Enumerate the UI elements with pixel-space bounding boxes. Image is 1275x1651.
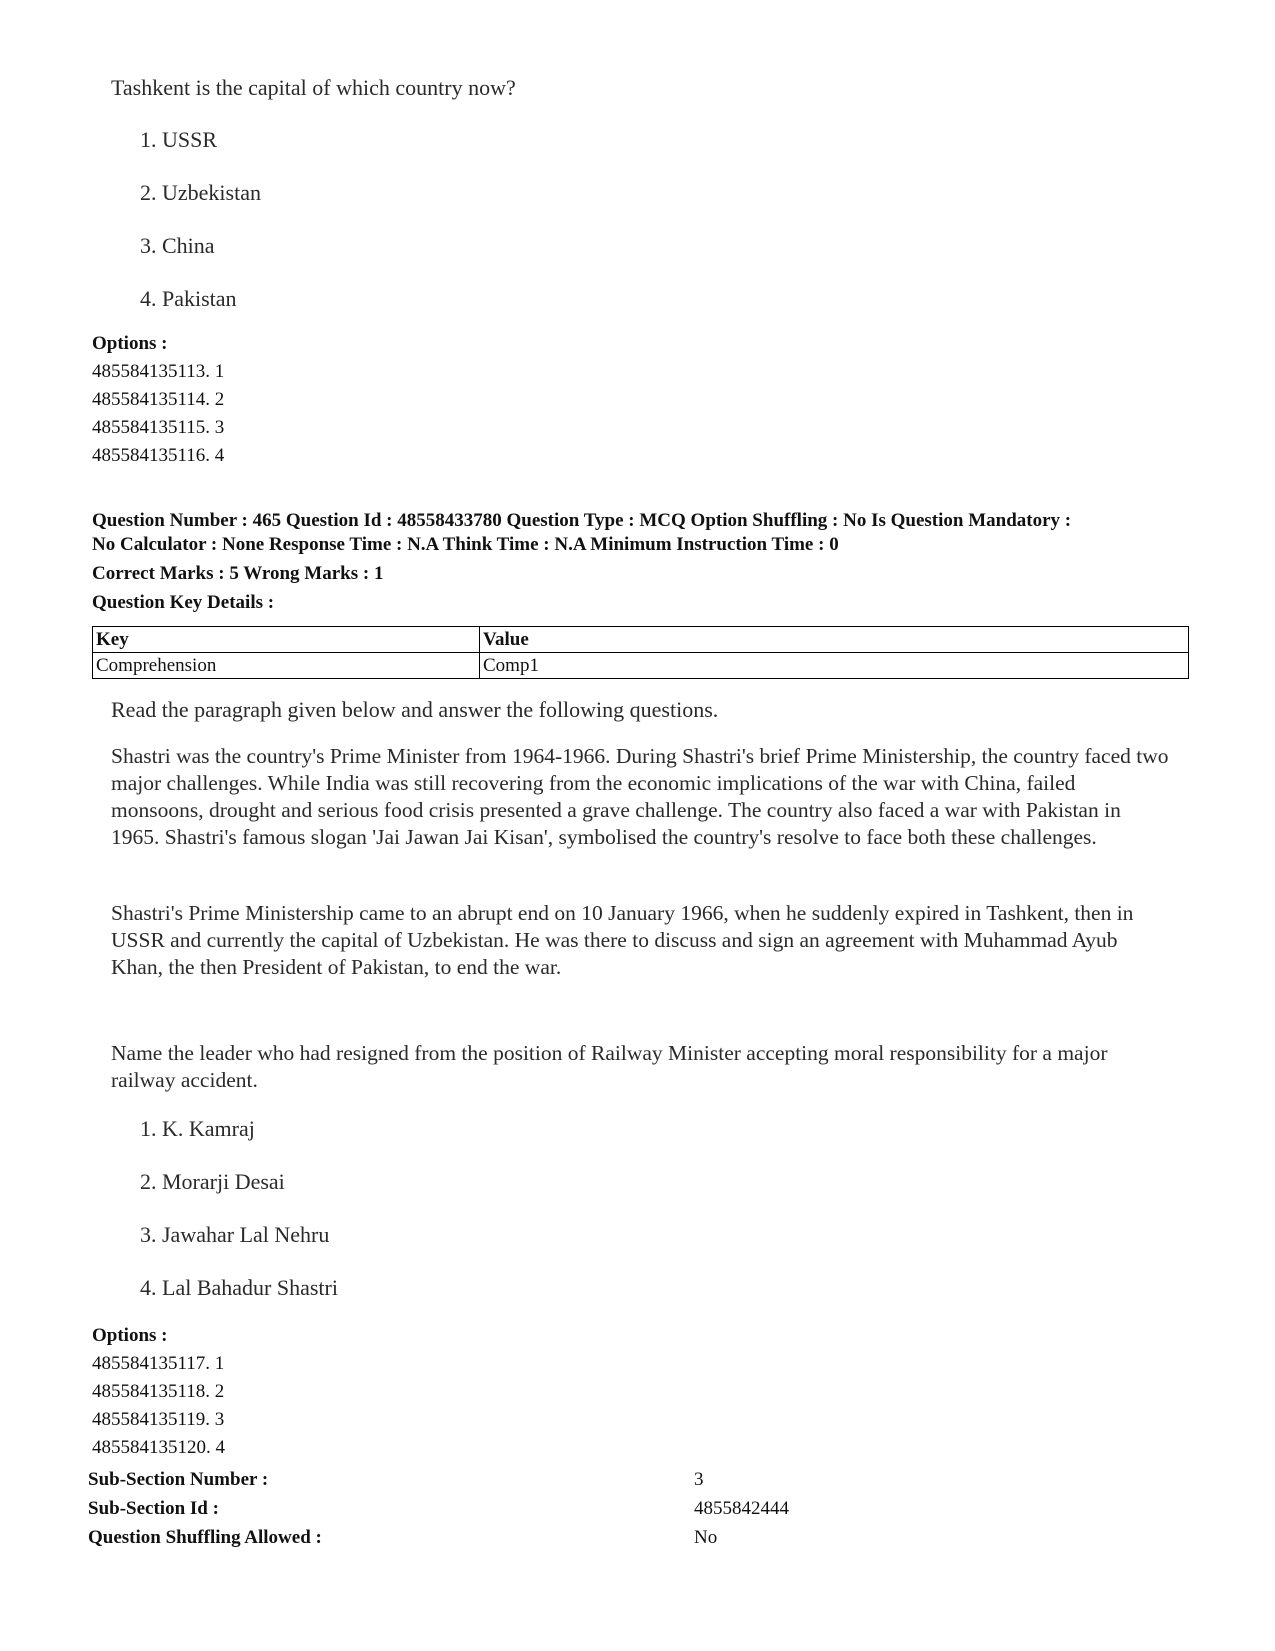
options-label: Options :: [92, 1325, 168, 1346]
subsection-number-value: 3: [694, 1469, 704, 1490]
value-cell: Comp1: [480, 653, 1189, 679]
subsection-number-label: Sub-Section Number :: [88, 1469, 269, 1490]
option-id: 485584135120. 4: [92, 1437, 225, 1458]
key-cell: Comprehension: [93, 653, 480, 679]
question-shuffling-label: Question Shuffling Allowed :: [88, 1527, 322, 1548]
key-details-table: [92, 626, 1189, 679]
option-id: 485584135118. 2: [92, 1381, 225, 1402]
table-header-row: [93, 627, 1189, 653]
answer-choice: 1. USSR: [140, 127, 218, 152]
subsection-id-label: Sub-Section Id :: [88, 1498, 219, 1519]
value-header: Value: [480, 627, 1189, 653]
passage-paragraph-2: Shastri's Prime Ministership came to an abrupt end on 10 January 1966, when he suddenly expired in Tashkent, then in USSR and currently the capital of Uzbekistan. He was there to discuss and sign an agreement with Muhammad Ayub Khan, the then President of Pakistan, to end the war.: [111, 901, 1134, 979]
key-details-label: Question Key Details :: [92, 592, 275, 613]
marks-line: Correct Marks : 5 Wrong Marks : 1: [92, 563, 384, 584]
key-header: Key: [93, 627, 480, 653]
answer-choice: 2. Morarji Desai: [140, 1169, 285, 1194]
option-id: 485584135113. 1: [92, 361, 225, 382]
question-text: Tashkent is the capital of which country now?: [111, 75, 516, 100]
option-id: 485584135115. 3: [92, 417, 225, 438]
question-shuffling-value: No: [694, 1527, 718, 1548]
question-text: Name the leader who had resigned from the position of Railway Minister accepting moral responsibility for a major railway accident.: [111, 1041, 1108, 1092]
option-id: 485584135114. 2: [92, 389, 225, 410]
subsection-id-value: 4855842444: [694, 1498, 789, 1519]
answer-choice: 1. K. Kamraj: [140, 1116, 255, 1141]
question-meta-line1: Question Number : 465 Question Id : 48558433780 Question Type : MCQ Option Shuffling : No Is Question Mandatory :: [92, 510, 1072, 531]
table-row: [93, 653, 1189, 679]
answer-choice: 2. Uzbekistan: [140, 180, 261, 205]
passage-intro: Read the paragraph given below and answer the following questions.: [111, 697, 719, 722]
options-label: Options :: [92, 333, 168, 354]
answer-choice: 3. China: [140, 233, 215, 258]
option-id: 485584135116. 4: [92, 445, 225, 466]
answer-choice: 4. Pakistan: [140, 286, 237, 311]
option-id: 485584135119. 3: [92, 1409, 225, 1430]
passage-paragraph-1: Shastri was the country's Prime Minister from 1964-1966. During Shastri's brief Prime Ministership, the country faced two major challenges. While India was still recovering from the economic implications of the war with China, failed monsoons, drought and serious food crisis presented a grave challenge. The country also faced a war with Pakistan in 1965. Shastri's famous slogan 'Jai Jawan Jai Kisan', symbolised the country's resolve to face both these challenges.: [111, 744, 1169, 849]
answer-choice: 3. Jawahar Lal Nehru: [140, 1222, 330, 1247]
question-meta-line2: No Calculator : None Response Time : N.A Think Time : N.A Minimum Instruction Time : 0: [92, 534, 839, 555]
answer-choice: 4. Lal Bahadur Shastri: [140, 1275, 338, 1300]
option-id: 485584135117. 1: [92, 1353, 225, 1374]
